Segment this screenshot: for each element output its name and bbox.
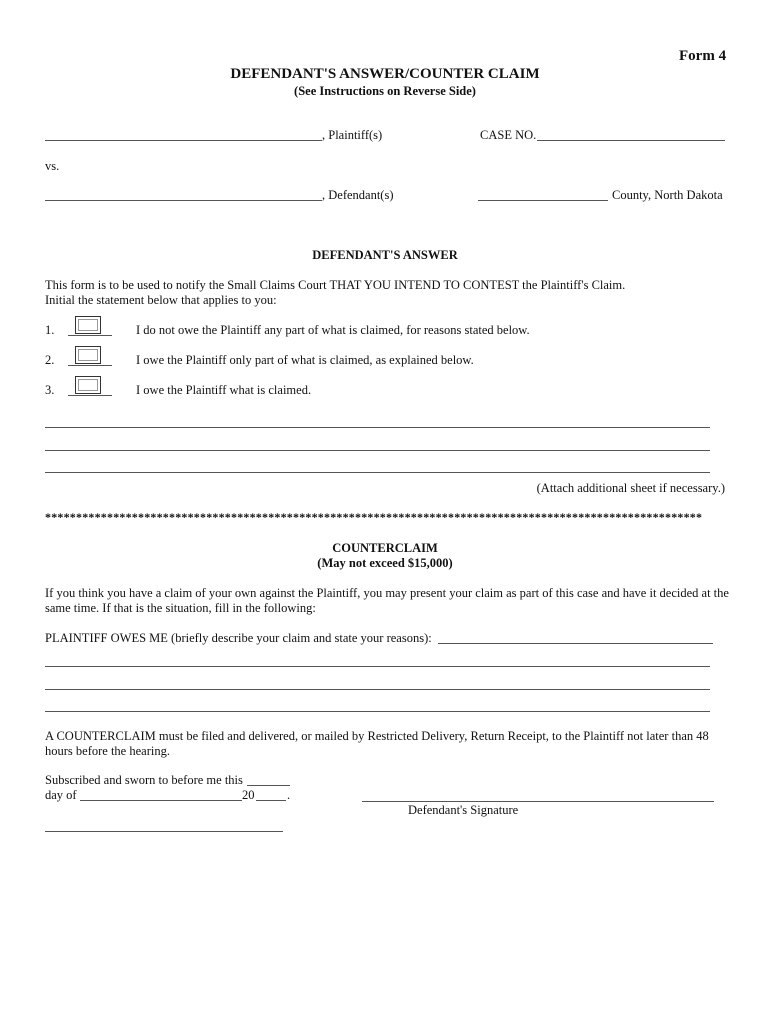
defendant-signature-field[interactable] <box>362 801 714 802</box>
counterclaim-description-line[interactable] <box>45 711 710 712</box>
form-subtitle: (See Instructions on Reverse Side) <box>294 84 476 98</box>
form-title: DEFENDANT'S ANSWER/COUNTER CLAIM <box>230 66 540 82</box>
option-3-initial-line <box>68 395 112 396</box>
option-3-initial-box[interactable] <box>75 376 101 394</box>
sworn-day-field[interactable] <box>247 785 290 786</box>
sworn-statement-line1: Subscribed and sworn to before me this <box>45 773 243 787</box>
answer-explanation-line[interactable] <box>45 472 710 473</box>
option-number: 1. <box>45 323 55 337</box>
defendant-signature-label: Defendant's Signature <box>408 803 519 817</box>
notary-signature-field[interactable] <box>45 831 283 832</box>
plaintiff-owes-label: PLAINTIFF OWES ME (briefly describe your claim and state your reasons): <box>45 631 432 645</box>
case-no-label: CASE NO. <box>480 128 537 142</box>
county-label: County, North Dakota <box>612 188 723 202</box>
defendant-name-field[interactable] <box>45 200 322 201</box>
sworn-month-field[interactable] <box>80 800 242 801</box>
sworn-period: . <box>287 788 291 802</box>
option-1-initial-line <box>68 335 112 336</box>
counterclaim-filing-notice: A COUNTERCLAIM must be filed and delivered, or mailed by Restricted Delivery, Return Receipt, to the Plaintiff not later than 48 hours before the hearing. <box>45 729 709 758</box>
sworn-year-field[interactable] <box>256 800 286 801</box>
option-2-initial-box[interactable] <box>75 346 101 364</box>
form-number: Form 4 <box>679 48 727 64</box>
case-no-field[interactable] <box>537 140 725 141</box>
sworn-year-label: 20 <box>242 788 255 802</box>
answer-explanation-line[interactable] <box>45 450 710 451</box>
option-text: I owe the Plaintiff only part of what is claimed, as explained below. <box>136 353 474 367</box>
counterclaim-description-line[interactable] <box>438 643 713 644</box>
counterclaim-intro: If you think you have a claim of your own against the Plaintiff, you may present your claim as part of this case and have it decided at the same time. If that is the situation, fill in the following: <box>45 586 729 615</box>
sworn-statement-line2: day of <box>45 788 77 802</box>
counterclaim-heading: COUNTERCLAIM <box>332 541 438 555</box>
option-text: I do not owe the Plaintiff any part of what is claimed, for reasons stated below. <box>136 323 530 337</box>
option-number: 3. <box>45 383 55 397</box>
option-2-initial-line <box>68 365 112 366</box>
answer-heading: DEFENDANT'S ANSWER <box>312 248 458 262</box>
defendant-label: , Defendant(s) <box>322 188 394 202</box>
plaintiff-name-field[interactable] <box>45 140 322 141</box>
counterclaim-description-line[interactable] <box>45 689 710 690</box>
answer-explanation-line[interactable] <box>45 427 710 428</box>
attach-note: (Attach additional sheet if necessary.) <box>536 481 725 495</box>
county-field[interactable] <box>478 200 608 201</box>
option-number: 2. <box>45 353 55 367</box>
section-separator: ********************************************************************************************************** <box>45 510 703 524</box>
vs-label: vs. <box>45 159 60 173</box>
option-text: I owe the Plaintiff what is claimed. <box>136 383 312 397</box>
answer-intro-line1: This form is to be used to notify the Small Claims Court THAT YOU INTEND TO CONTEST the Plaintiff's Claim. <box>45 278 626 292</box>
plaintiff-label: , Plaintiff(s) <box>322 128 383 142</box>
counterclaim-description-line[interactable] <box>45 666 710 667</box>
option-1-initial-box[interactable] <box>75 316 101 334</box>
answer-intro-line2: Initial the statement below that applies to you: <box>45 293 277 307</box>
counterclaim-subheading: (May not exceed $15,000) <box>317 556 453 570</box>
